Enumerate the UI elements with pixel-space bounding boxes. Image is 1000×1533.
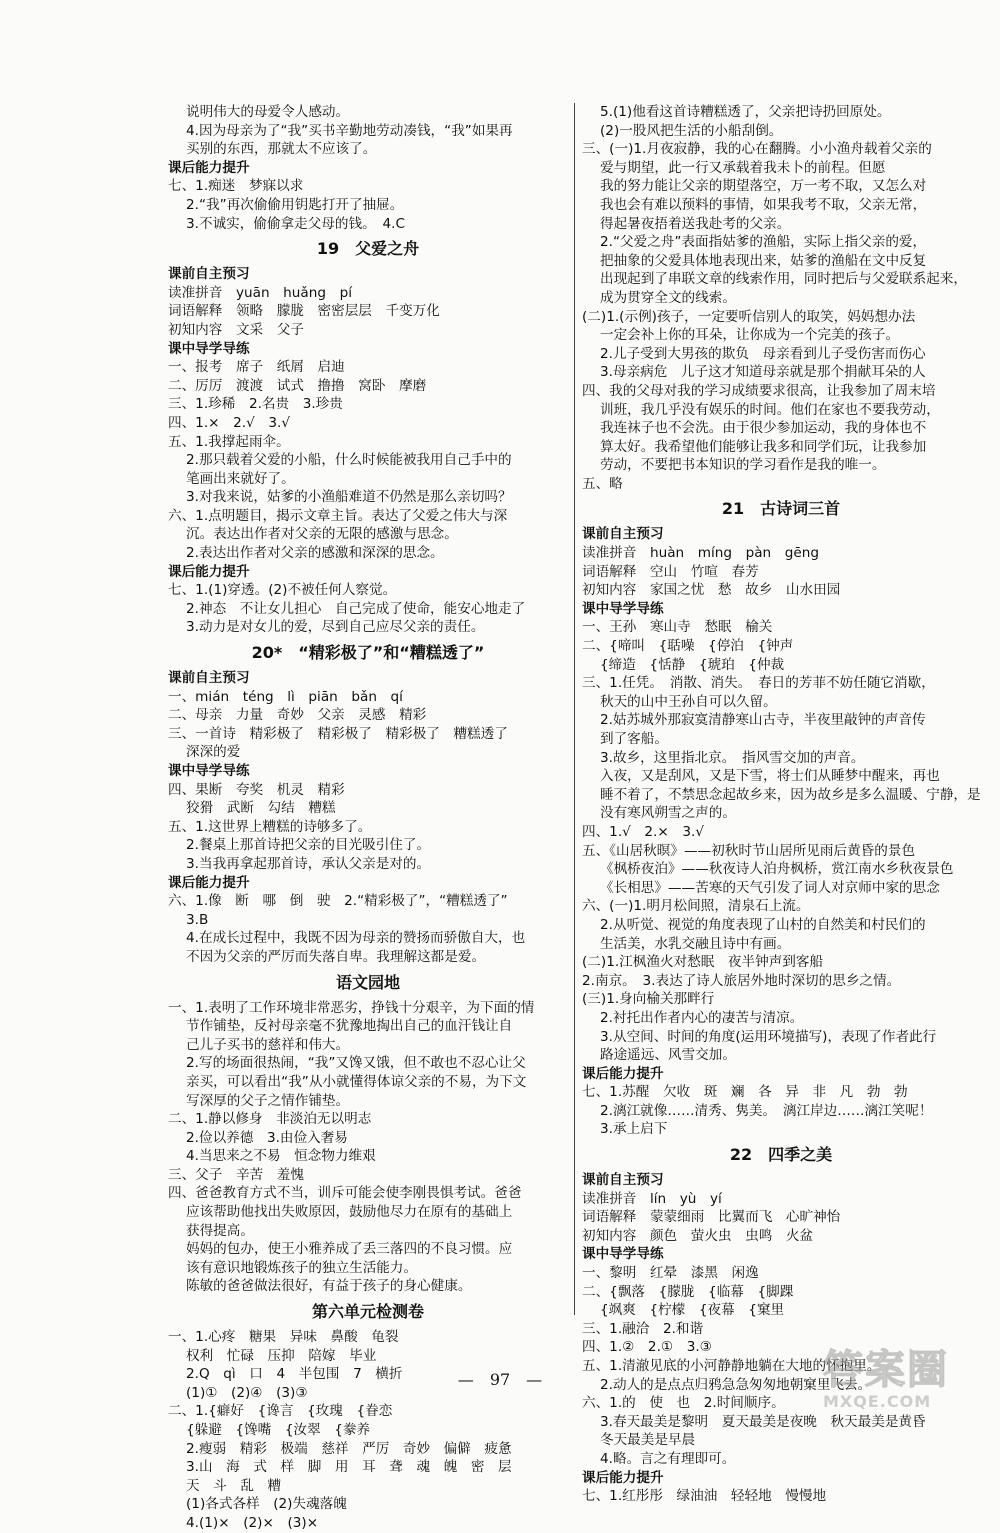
answer-line: 我的努力能让父亲的期望落空，万一考不取，又怎么对	[600, 178, 927, 195]
answer-line: 一、王孙 寒山寺 愁眠 榆关	[582, 619, 773, 636]
answer-line: 三、一首诗 精彩极了 精彩极了 精彩极了 糟糕透了	[168, 725, 508, 742]
answer-line: 出现起到了串联文章的线索作用，同时把后与父爱联系起来，	[600, 271, 968, 288]
answer-line: 七、1.(1)穿透。(2)不被任何人察觉。	[168, 582, 397, 599]
right-column	[582, 103, 980, 1506]
answer-line: 五、1.清澈见底的小河静静地躺在大地的怀抱里。	[582, 1358, 881, 1374]
column-divider	[574, 103, 575, 1315]
answer-line: 2.餐桌上那首诗把父亲的目光吸引住了。	[186, 837, 431, 854]
answer-line: (三)1.身向榆关那畔行	[582, 991, 715, 1008]
answer-line: 狡猾 武断 勾结 糟糕	[186, 800, 336, 817]
answer-line: 四、1.√ 2.× 3.√	[582, 823, 704, 840]
section-label: 课前自主预习	[582, 526, 664, 543]
watermark-site: MXQE.COM	[823, 1392, 932, 1411]
answer-line: 2.从听觉、视觉的角度表现了山村的自然美和村民们的	[600, 916, 926, 933]
answer-line: 买别的东西，那就太不应该了。	[186, 141, 377, 158]
answer-line: 四、1.② 2.① 3.③	[582, 1339, 712, 1356]
answer-line: 4.在成长过程中，我既不因为母亲的赞扬而骄傲自大，也	[186, 930, 526, 947]
answer-line: {躲避 {馋嘴 {汝翠 {豢养	[186, 1422, 371, 1438]
answer-line: 获得提高。	[186, 1222, 254, 1239]
answer-line: 笔画出来就好了。	[186, 470, 295, 487]
answer-line: 没有寒风朔雪之声的。	[600, 805, 736, 822]
answer-line: 五、略	[582, 475, 623, 492]
answer-line: 4.因为母亲为了“我”买书辛勤地劳动凑钱，“我”如果再	[186, 122, 513, 139]
answer-line: 2.俭以养德 3.由俭入奢易	[186, 1129, 348, 1146]
section-label: 课前自主预习	[168, 670, 250, 687]
answer-line: 五、1.这世界上糟糕的诗够多了。	[168, 818, 372, 835]
answer-line: 二、厉厉 渡渡 试式 撸撸 窝卧 摩磨	[168, 377, 427, 394]
answer-line: 天 斗 乱 糟	[186, 1477, 282, 1494]
answer-line: 二、1.静以修身 非淡泊无以明志	[168, 1111, 372, 1128]
lesson-title: 22 四季之美	[729, 1145, 833, 1165]
answer-line: 一、1.心疼 糖果 异味 鼻酸 龟裂	[168, 1329, 399, 1346]
answer-line: 3.故乡，这里指北京。 指风雪交加的声音。	[600, 749, 865, 766]
answer-line: 一、黎明 红晕 漆黑 闲逸	[582, 1265, 759, 1282]
answer-line: 三、1.任凭。 消散、消失。 春日的芳菲不妨任随它消歇，	[582, 675, 935, 692]
answer-line: 生活美，水乳交融且诗中有画。	[600, 935, 791, 952]
answer-line: 训班，我几乎没有娱乐的时间。他们在家也不要我劳动，	[600, 401, 940, 418]
section-label: 课中导学导练	[582, 600, 664, 617]
answer-line: 三、(一)1.月夜寂静，我的心在翻腾。小小渔舟载着父亲的	[582, 141, 932, 158]
answer-line: 4.(1)× (2)× (3)×	[186, 1514, 319, 1531]
answer-line: 二、1.{癖好 {谗言 {玫瑰 {眷恋	[168, 1403, 393, 1420]
answer-line: (1)① (2)④ (3)③	[186, 1384, 308, 1401]
answer-line: (二)1.江枫渔火对愁眠 夜半钟声到客船	[582, 954, 824, 971]
answer-line: 词语解释 领略 朦胧 密密层层 千变万化	[168, 303, 440, 320]
answer-line: 2.瘦弱 精彩 极端 慈祥 严厉 奇妙 偏僻 疲惫	[186, 1440, 512, 1457]
answer-line: 3.不诚实，偷偷拿走父母的钱。 4.C	[186, 215, 405, 232]
answer-line: 四、1.× 2.√ 3.√	[168, 414, 290, 431]
answer-line: 七、1.苏醒 欠收 斑 斓 各 异 非 凡 勃 勃	[582, 1084, 908, 1101]
answer-line: 六、1.点明题目，揭示文章主旨。表达了父爱之伟大与深	[168, 507, 508, 524]
answer-line: 把抽象的父爱具体地表现出来，姑爹的渔船在文中反复	[600, 252, 927, 269]
answer-line: 秋天的山中王孙自可以久留。	[600, 693, 777, 710]
answer-line: 2.那只载着父爱的小船，什么时候能被我用自己手中的	[186, 452, 512, 469]
watermark-logo	[823, 1348, 973, 1410]
answer-line: 二、母亲 力量 奇妙 父亲 灵感 精彩	[168, 707, 427, 724]
answer-line: 三、1.珍稀 2.名贵 3.珍贵	[168, 396, 343, 413]
answer-line: {缔造 {恬静 {琥珀 {仲裁	[600, 656, 785, 673]
answer-line: 三、1.融洽 2.和谐	[582, 1320, 704, 1337]
answer-line: 词语解释 蒙蒙细雨 比翼而飞 心旷神怡	[582, 1209, 841, 1226]
lesson-title: 语文园地	[335, 972, 400, 992]
answer-line: 该有意识地锻炼孩子的独立生活能力。	[186, 1259, 418, 1276]
answer-line: 深深的爱	[186, 744, 241, 761]
answer-line: 六、1.像 断 哪 倒 驶 2.“精彩极了”，“糟糕透了”	[168, 893, 508, 910]
answer-line: 六、(一)1.明月松间照，清泉石上流。	[582, 898, 810, 915]
answer-line: 到了客船。	[600, 731, 668, 747]
answer-line: 2.“我”再次偷偷用钥匙打开了抽屉。	[186, 196, 404, 213]
answer-line: 路途遥远、风雪交加。	[600, 1047, 736, 1064]
section-label: 课后能力提升	[168, 563, 250, 580]
page-number: — 97 —	[457, 1370, 543, 1389]
answer-line: 初知内容 家国之忧 愁 故乡 山水田园	[582, 582, 841, 599]
answer-line: 成为贯穿全文的线索。	[600, 289, 736, 306]
answer-line: 5.(1)他看这首诗糟糕透了，父亲把诗扔回原处。	[600, 104, 891, 120]
answer-line: 不因为父亲的严厉而失落自卑。我理解这都是爱。	[186, 948, 486, 965]
lesson-title: 第六单元检测卷	[311, 1302, 424, 1322]
answer-line: 读准拼音 huàn míng pàn gēng	[582, 545, 820, 562]
answer-line: 读准拼音 lín yù yí	[582, 1190, 722, 1207]
answer-line: 3.从空间、时间的角度(运用环境描写)，表现了作者此行	[600, 1028, 937, 1045]
answer-line: 我也会有难以预料的事情，如果我考不取，父亲无常，	[600, 196, 927, 213]
answer-line: 《长相思》——苦寒的天气引发了词人对京师中家的思念	[600, 879, 940, 896]
answer-line: 3.当我再拿起那首诗，承认父亲是对的。	[186, 855, 431, 872]
answer-line: 入夜，又是刮风，又是下雪，将士们从睡梦中醒来，再也	[600, 768, 940, 785]
answer-line: 一定会补上你的耳朵，让你成为一个完美的孩子。	[600, 327, 900, 344]
answer-line: 2.Q qì 口 4 半包围 7 横折	[186, 1366, 403, 1383]
answer-line: 2.“父爱之舟”表面指姑爹的渔船，实际上指父亲的爱，	[600, 234, 927, 251]
answer-line: 读准拼音 yuān huǎng pí	[168, 284, 352, 301]
answer-line: 3.春天最美是黎明 夏天最美是夜晚 秋天最美是黄昏	[600, 1413, 926, 1430]
answer-line: 2.儿子受到大男孩的欺负 母亲看到儿子受伤害而伤心	[600, 345, 926, 362]
answer-line: 七、1.痴迷 梦寐以求	[168, 178, 304, 195]
answer-line: (二)1.(示例)孩子，一定要听信别人的取笑，妈妈想办法	[582, 308, 916, 325]
section-label: 课中导学导练	[168, 763, 250, 779]
answer-line: 节作铺垫，反衬母亲毫不犹豫地掏出自己的血汗钱让自	[186, 1018, 513, 1035]
answer-line: 2.神态 不让女儿担心 自己完成了使命，能安心地走了	[186, 600, 526, 617]
lesson-title: 20* “精彩极了”和“糟糕透了”	[251, 643, 485, 663]
answer-line: 写深厚的父子之情作铺垫。	[186, 1092, 350, 1109]
answer-line: 一、1.表明了工作环境非常恶劣，挣钱十分艰辛，为下面的情	[168, 999, 535, 1016]
answer-line: 沉。表达出作者对父亲的无限的感激与思念。	[186, 526, 458, 543]
answer-line: 《枫桥夜泊》——秋夜诗人泊舟枫桥，赏江南水乡秋夜景色	[600, 861, 954, 878]
answer-line: 冬天最美是早晨	[600, 1432, 696, 1449]
answer-line: 四、果断 夸奖 机灵 精彩	[168, 781, 345, 798]
section-label: 课后能力提升	[168, 159, 250, 176]
page-number-value: 97	[489, 1370, 511, 1389]
answer-line: 应该帮助他找出失败原因，鼓励他尽力在原有的基础上	[186, 1204, 513, 1221]
answer-line: 二、{飘落 {朦胧 {临幕 {脚踝	[582, 1283, 794, 1300]
answer-line: 睡不着了，不禁思念起故乡来，因为故乡是多么温暖、宁静，是	[600, 786, 981, 803]
section-label: 课前自主预习	[582, 1172, 664, 1189]
answer-line: 二、{啼叫 {聒噪 {停泊 {钟声	[582, 638, 794, 655]
answer-line: 初知内容 颜色 萤火虫 虫鸣 火盆	[582, 1227, 814, 1244]
answer-line: 妈妈的包办，使王小雅养成了丢三落四的不良习惯。应	[186, 1241, 513, 1258]
answer-line: 陈敏的爸爸做法很好，有益于孩子的身心健康。	[186, 1278, 472, 1295]
answer-line: 六、1.的 使 也 2.时间顺序。	[582, 1395, 785, 1412]
answer-line: 词语解释 空山 竹喧 春芳	[582, 563, 759, 580]
answer-line: 2.衬托出作者内心的凄苦与清凉。	[600, 1009, 804, 1026]
answer-line: 2.动人的是点点归鸦急急匆匆地朝窠里飞去。	[600, 1376, 872, 1393]
answer-line: 一、mián téng lì piān bǎn qí	[168, 688, 403, 705]
answer-line: 3.承上启下	[600, 1121, 668, 1138]
section-label: 课后能力提升	[582, 1065, 664, 1082]
answer-line: 2.漓江就像……清秀、隽美。 漓江岸边……漓江笑呢！	[600, 1102, 933, 1119]
answer-line: 3.母亲病危 儿子这才知道母亲就是那个捐献耳朵的人	[600, 364, 926, 381]
answer-line: (2)一股风把生活的小船刮倒。	[600, 122, 783, 139]
lesson-title: 21 古诗词三首	[721, 499, 841, 519]
answer-line: 得起暑夜捂着送我赴考的父亲。	[600, 215, 791, 232]
answer-line: 3.B	[186, 911, 209, 928]
answer-line: 2.表达出作者对父亲的感激和深深的思念。	[186, 545, 444, 562]
answer-line: 七、1.红彤彤 绿油油 轻轻地 慢慢地	[582, 1488, 827, 1505]
answer-line: (1)各式各样 (2)失魂落魄	[186, 1496, 347, 1513]
answer-line: 爱与期望，此一行又承载着我未卜的前程。但愿	[600, 159, 886, 176]
answer-line: 4.略。言之有理即可。	[600, 1450, 736, 1467]
answer-line: 2.南京。 3.表达了诗人旅居外地时深切的思乡之情。	[582, 972, 901, 989]
answer-line: 亲买，可以看出“我”从小就懂得体谅父亲的不易，为下文	[186, 1073, 527, 1090]
section-label: 课后能力提升	[582, 1469, 664, 1486]
answer-line: {飒爽 {柠檬 {夜幕 {窠里	[600, 1302, 785, 1319]
answer-line: 2.写的场面很热闹，“我”又馋又饿，但不敢也不忍心让父	[186, 1055, 526, 1072]
answer-line: 五、《山居秋暝》——初秋时节山居所见雨后黄昏的景色	[582, 842, 916, 859]
answer-line: 三、父子 辛苦 羞愧	[168, 1166, 304, 1183]
watermark-title: 答案圈	[823, 1347, 949, 1393]
section-label: 课后能力提升	[168, 874, 250, 891]
answer-line: 4.当思来之不易 恒念物力维艰	[186, 1148, 376, 1165]
answer-line: 己儿子买书的慈祥和伟大。	[186, 1036, 350, 1053]
left-column	[168, 103, 568, 1533]
answer-line: 四、我的父母对我的学习成绩要求很高，让我参加了周末培	[582, 382, 936, 399]
answer-line: 算太好。我希望他们能够让我多和同学们玩，让我参加	[600, 438, 927, 455]
lesson-title: 19 父爱之舟	[316, 239, 420, 259]
section-label: 课中导学导练	[582, 1246, 664, 1263]
section-label: 课前自主预习	[168, 266, 250, 283]
answer-line: 说明伟大的母爱令人感动。	[186, 104, 350, 120]
answer-line: 初知内容 文采 父子	[168, 321, 304, 338]
answer-line: 我连袜子也不会洗。由于很少参加运动，我的身体也不	[600, 420, 927, 437]
answer-line: 一、报考 席子 纸屑 启迪	[168, 359, 345, 376]
answer-line: 3.动力是对女儿的爱，尽到自己应尽父亲的责任。	[186, 619, 485, 636]
section-label: 课中导学导练	[168, 340, 250, 357]
answer-line: 权利 忙碌 压抑 陪嫁 毕业	[186, 1347, 377, 1364]
answer-line: 五、1.我撑起雨伞。	[168, 433, 290, 450]
answer-line: 四、爸爸教育方式不当，训斥可能会使李刚畏惧考试。爸爸	[168, 1185, 522, 1202]
answer-line: 3.对我来说，姑爹的小渔船难道不仍然是那么亲切吗？	[186, 489, 512, 506]
answer-line: 2.姑苏城外那寂寞清静寒山古寺，半夜里敲钟的声音传	[600, 712, 926, 729]
answer-line: 3.山 海 式 样 脚 用 耳 聋 魂 魄 密 层	[186, 1459, 512, 1476]
answer-line: 劳动，不要把书本知识的学习看作是我的唯一。	[600, 457, 886, 474]
